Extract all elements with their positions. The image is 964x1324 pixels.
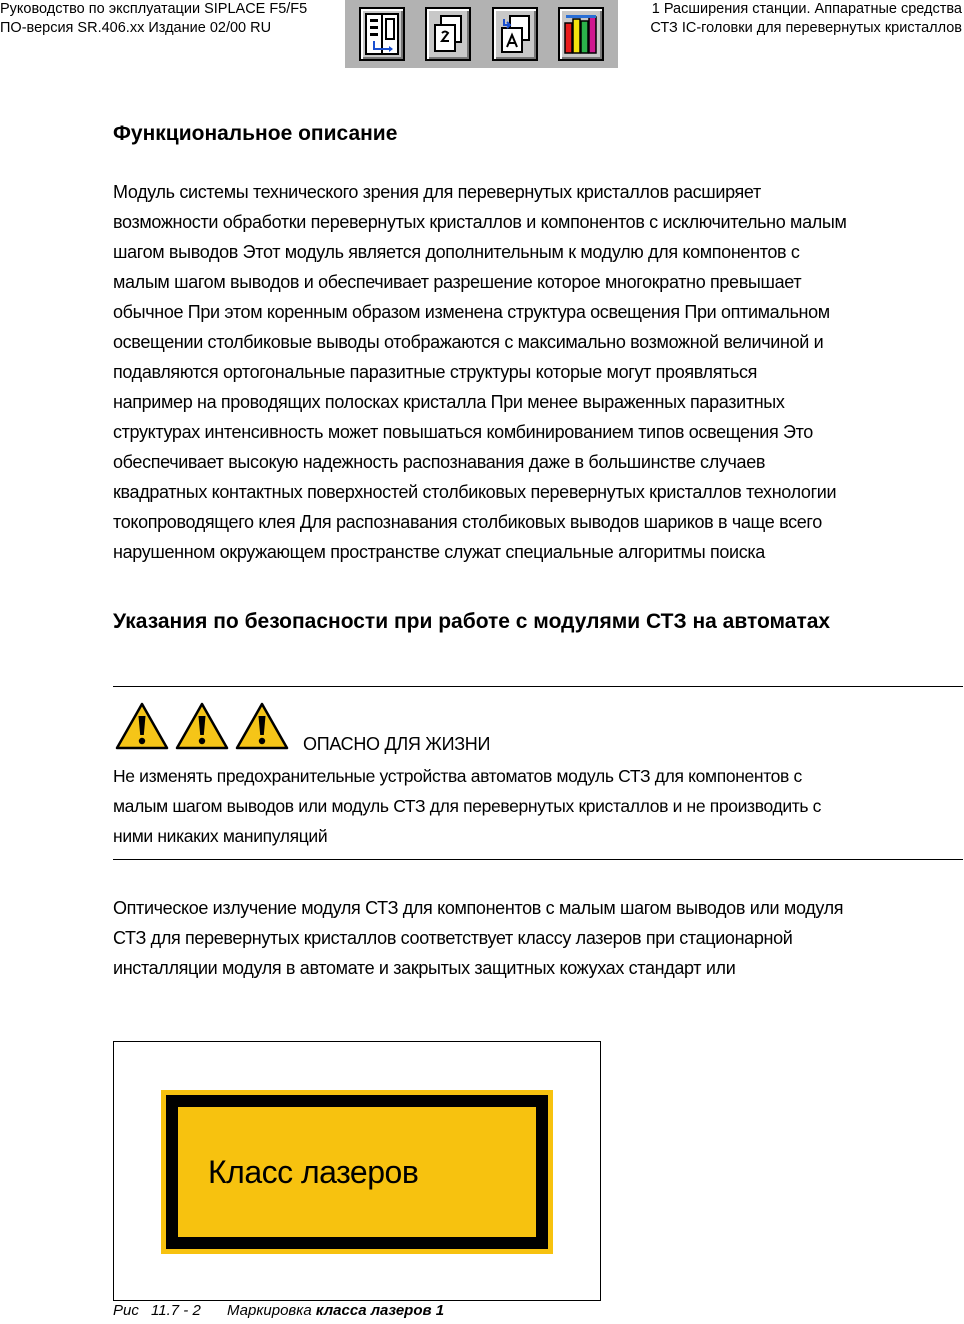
paragraph-line: Модуль системы технического зрения для перевернутых кристаллов расширяет (113, 182, 761, 202)
paragraph-line: освещении столбиковые выводы отображаются с максимально возможной величиной и (113, 332, 824, 352)
functional-description (113, 177, 963, 567)
warning-icon (115, 702, 169, 750)
paragraph-line: квадратных контактных поверхностей столбиковых перевернутых кристаллов технологии (113, 482, 837, 502)
paragraph-line: токопроводящего клея Для распознавания столбиковых выводов шариков в чаще всего (113, 512, 822, 532)
caption-description: Маркировка (226, 1302, 312, 1319)
chapter-title: 1 Расширения станции. Аппаратные средства (651, 1, 962, 17)
laser-label-border (166, 1095, 548, 1249)
paragraph-line: ними никаких манипуляций (113, 826, 328, 846)
pages-icon (431, 13, 465, 55)
laser-label-face (178, 1107, 536, 1237)
laser-label-text: Класс лазеров (208, 1153, 419, 1190)
divider-top (113, 686, 963, 687)
paragraph-line: Не изменять предохранительные устройства автоматов модуль СТЗ для компонентов с (113, 766, 802, 786)
figure-caption (113, 1302, 444, 1319)
paragraph-line: Оптическое излучение модуля СТЗ для компонентов с малым шагом выводов или модуля (113, 898, 844, 918)
caption-prefix: Рис (113, 1302, 139, 1319)
paragraph-line: обеспечивает высокую надежность распознавания даже в большинстве случаев (113, 452, 766, 472)
navigate-button[interactable] (492, 7, 538, 61)
caption-number: 11.7 - 2 (151, 1302, 201, 1319)
danger-title: ОПАСНО ДЛЯ ЖИЗНИ (303, 734, 491, 754)
paragraph-line: малым шагом выводов или модуль СТЗ для перевернутых кристаллов и не производить с (113, 796, 822, 816)
laser-class-label (161, 1090, 553, 1254)
paragraph-line: например на проводящих полосках кристалла При менее выраженных паразитных (113, 392, 785, 412)
warning-icon (235, 702, 289, 750)
manual-title: Руководство по эксплуатации SIPLACE F5/F5 (0, 1, 308, 17)
books-icon (563, 13, 599, 55)
paragraph-line: возможности обработки перевернутых кристаллов и компонентов с исключительно малым (113, 212, 847, 232)
header-right (650, 0, 962, 38)
page-navigate-icon (498, 13, 532, 55)
caption-bold: класса лазеров 1 (315, 1302, 445, 1319)
paragraph-line: шагом выводов Этот модуль является дополнительным к модулю для компонентов с (113, 242, 800, 262)
paragraph-line: подавляются ортогональные паразитные структуры которые могут проявляться (113, 362, 758, 382)
optical-radiation-text (113, 893, 963, 983)
contents-button[interactable] (359, 7, 405, 61)
figure-frame (113, 1041, 601, 1301)
section-title: СТЗ IC-головки для перевернутых кристаллов (650, 20, 962, 36)
software-version: ПО-версия SR.406.xx Издание 02/00 RU (0, 20, 272, 36)
paragraph-line: нарушенном окружающем пространстве служат специальные алгоритмы поиска (113, 542, 765, 562)
divider-bottom (113, 859, 963, 860)
paragraph-line: обычное При этом коренным образом изменена структура освещения При оптимальном (113, 302, 830, 322)
warning-text (113, 761, 963, 851)
warning-icon (175, 702, 229, 750)
pages-button[interactable] (425, 7, 471, 61)
warning-icons (115, 702, 289, 750)
paragraph-line: СТЗ для перевернутых кристаллов соответствует классу лазеров при стационарной (113, 928, 793, 948)
section-heading-safety: Указания по безопасности при работе с модулями СТЗ на автоматах (113, 610, 831, 633)
section-heading-functional: Функциональное описание (113, 122, 398, 145)
library-button[interactable] (558, 7, 604, 61)
paragraph-line: структурах интенсивность может повышаться комбинированием типов освещения Это (113, 422, 813, 442)
document-layout-icon (365, 13, 399, 55)
paragraph-line: инсталляции модуля в автомате и закрытых защитных кожухах стандарт или (113, 958, 736, 978)
header-left (0, 0, 307, 38)
paragraph-line: малым шагом выводов и обеспечивает разрешение которое многократно превышает (113, 272, 802, 292)
navigation-toolbar (345, 0, 618, 68)
